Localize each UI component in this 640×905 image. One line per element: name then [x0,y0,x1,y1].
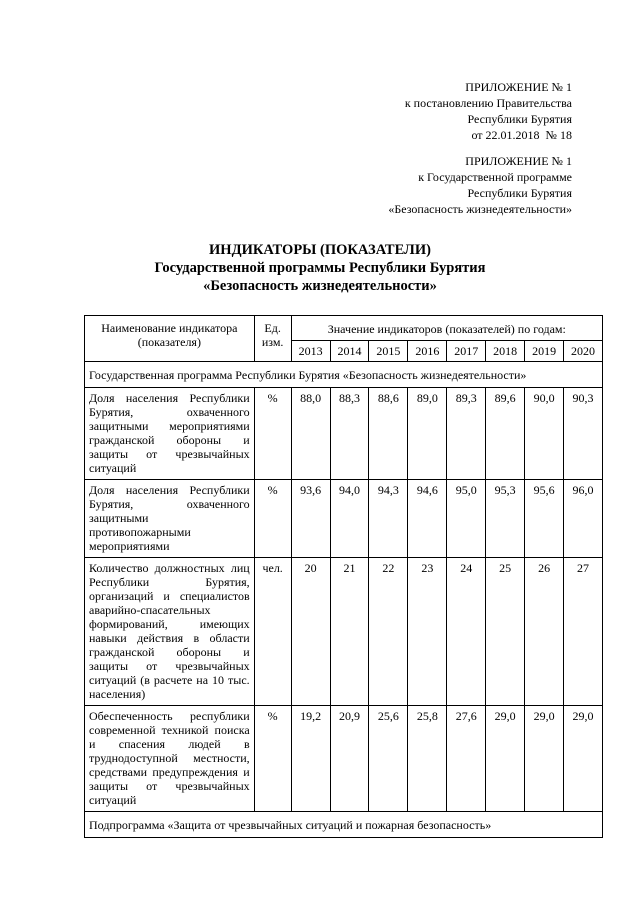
indicator-value: 93,6 [291,480,330,558]
indicator-value: 25 [486,558,525,706]
indicator-unit: % [254,388,291,480]
indicator-value: 88,6 [369,388,408,480]
indicator-value: 20 [291,558,330,706]
indicator-value: 23 [408,558,447,706]
table-row [85,706,603,812]
document-title [0,241,640,295]
indicator-value: 89,6 [486,388,525,480]
section-row-subprogram [85,812,603,838]
table-row [85,558,603,706]
indicator-value: 29,0 [525,706,564,812]
indicator-unit: % [254,480,291,558]
indicators-table [84,315,603,838]
indicator-value: 24 [447,558,486,706]
indicator-value: 89,3 [447,388,486,480]
appendix-line: Республики Бурятия [467,186,572,200]
indicator-value: 27 [564,558,603,706]
indicator-unit: % [254,706,291,812]
indicator-value: 88,3 [330,388,369,480]
appendix-date-number: от 22.01.2018 № 18 [471,128,572,142]
indicator-value: 95,0 [447,480,486,558]
appendix-line: Республики Бурятия [467,112,572,126]
indicator-name: Доля населения Республики Бурятия, охваченного защитными противопожарными мероприятиями [85,480,255,558]
indicator-value: 90,3 [564,388,603,480]
indicator-value: 89,0 [408,388,447,480]
header-year: 2020 [564,341,603,362]
appendix-line: к Государственной программе [418,170,572,184]
indicator-unit: чел. [254,558,291,706]
header-year: 2014 [330,341,369,362]
header-year: 2015 [369,341,408,362]
table-row [85,480,603,558]
indicator-value: 19,2 [291,706,330,812]
appendix-state-program [388,153,572,217]
appendix-line: «Безопасность жизнедеятельности» [388,202,572,216]
indicator-value: 95,6 [525,480,564,558]
indicator-value: 25,8 [408,706,447,812]
section-program-label: Государственная программа Республики Бурятия «Безопасность жизнедеятельности» [85,362,603,388]
header-year: 2017 [447,341,486,362]
header-year: 2016 [408,341,447,362]
indicator-name: Обеспеченность республики современной техникой поиска и спасения людей в труднодоступной местности, средствами предупреждения и защиты от чрезвычайных ситуаций [85,706,255,812]
indicator-value: 22 [369,558,408,706]
title-line-3: «Безопасность жизнедеятельности» [203,278,437,294]
header-year: 2018 [486,341,525,362]
appendix-title: ПРИЛОЖЕНИЕ № 1 [465,80,572,94]
table-header-row [85,316,603,341]
header-unit: Ед. изм. [254,316,291,362]
indicator-value: 27,6 [447,706,486,812]
indicator-value: 94,0 [330,480,369,558]
table-row [85,388,603,480]
indicator-value: 90,0 [525,388,564,480]
indicator-value: 88,0 [291,388,330,480]
title-line-1: ИНДИКАТОРЫ (ПОКАЗАТЕЛИ) [209,242,431,258]
header-year: 2013 [291,341,330,362]
header-values-by-year: Значение индикаторов (показателей) по годам: [291,316,602,341]
indicator-value: 96,0 [564,480,603,558]
appendix-line: к постановлению Правительства [404,96,572,110]
title-line-2: Государственной программы Республики Бурятия [154,260,486,276]
indicator-value: 29,0 [486,706,525,812]
section-subprogram-label: Подпрограмма «Защита от чрезвычайных ситуаций и пожарная безопасность» [85,812,603,838]
appendix-title: ПРИЛОЖЕНИЕ № 1 [465,154,572,168]
indicator-value: 29,0 [564,706,603,812]
indicator-value: 20,9 [330,706,369,812]
indicator-value: 94,3 [369,480,408,558]
header-year: 2019 [525,341,564,362]
indicator-value: 26 [525,558,564,706]
indicator-name: Количество должностных лиц Республики Бурятия, организаций и специалистов аварийно-спасательных формирований, имеющих навыки действия в области гражданской обороны и защиты от чрезвычайных ситуаций (в расчете на 10 тыс. населения) [85,558,255,706]
indicator-value: 94,6 [408,480,447,558]
indicator-value: 95,3 [486,480,525,558]
header-indicator-name: Наименование индикатора (показателя) [85,316,255,362]
indicator-value: 21 [330,558,369,706]
section-row-program [85,362,603,388]
indicator-value: 25,6 [369,706,408,812]
indicator-name: Доля населения Республики Бурятия, охваченного защитными мероприятиями гражданской обороны и защиты от чрезвычайных ситуаций [85,388,255,480]
appendix-government-resolution [405,79,572,143]
